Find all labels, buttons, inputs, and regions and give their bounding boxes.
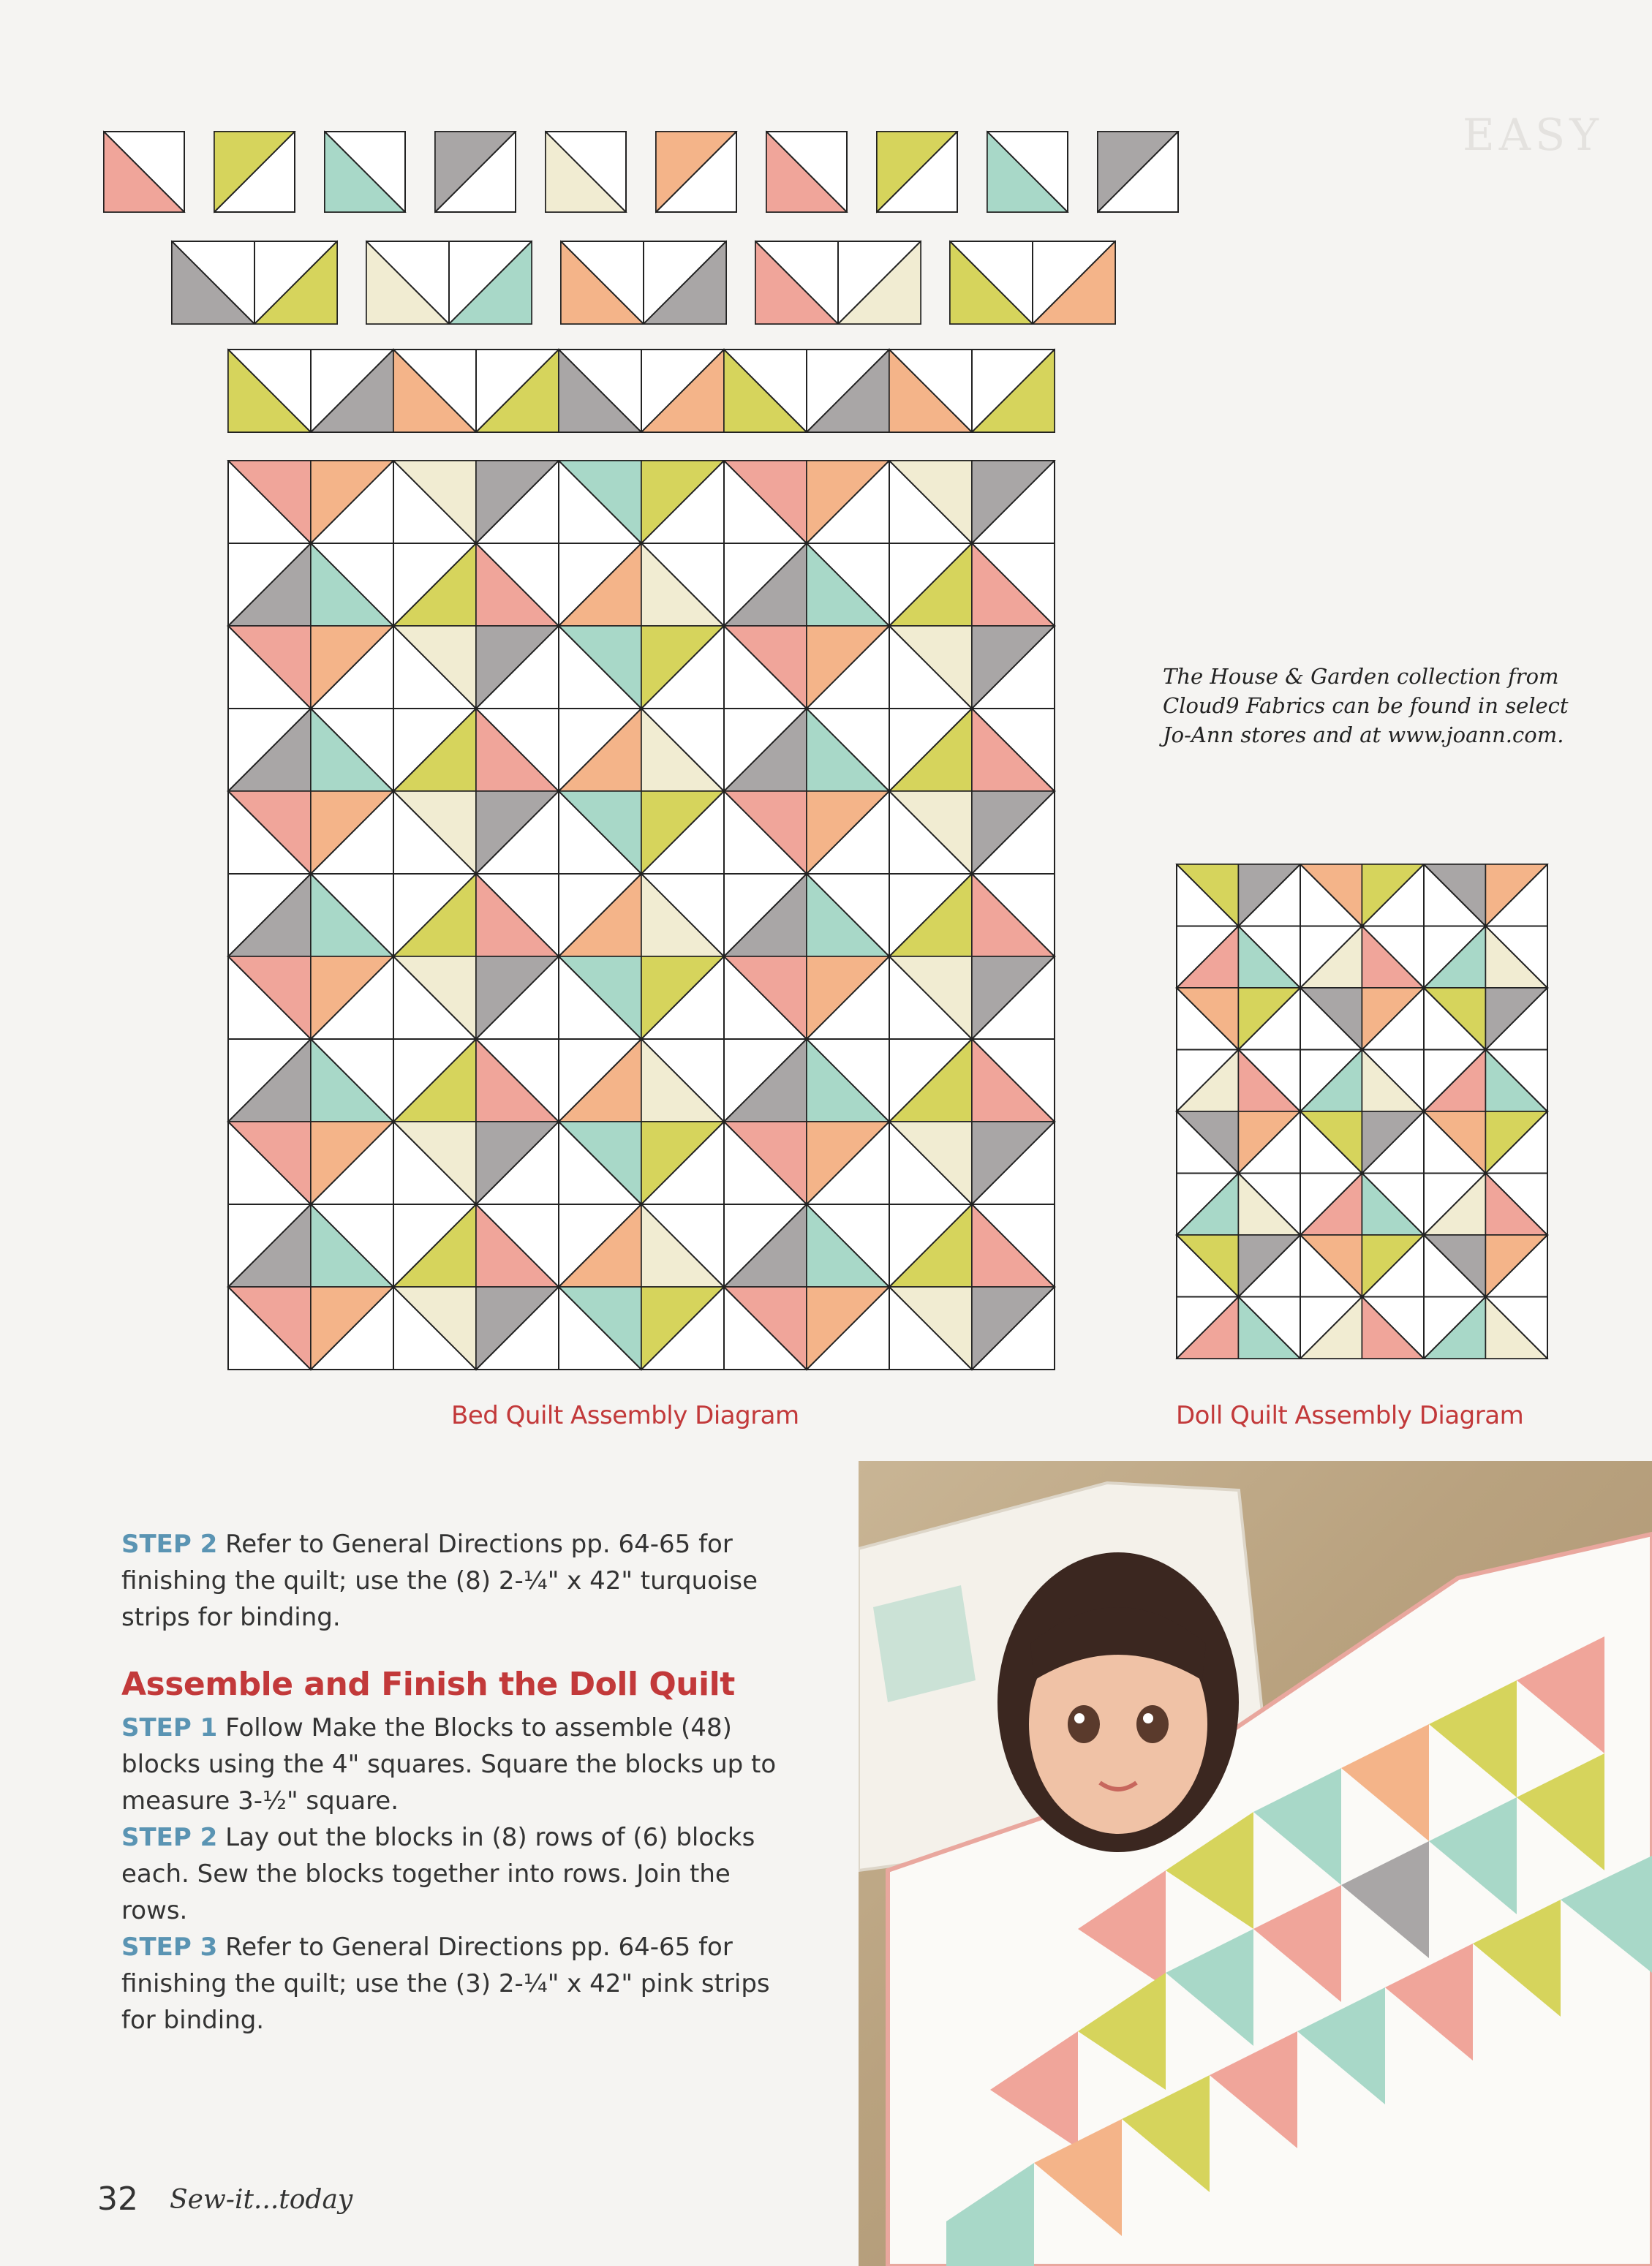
step-label: STEP 2 <box>121 1530 218 1559</box>
easy-ghost-label: EASY <box>1463 110 1603 161</box>
collection-note: The House & Garden collection from Cloud9 Fabrics can be found in select Jo-Ann stores and at www.joann.com. <box>1163 664 1569 747</box>
sample-block-pairs-row <box>170 240 1121 325</box>
sample-row-strip <box>227 348 1060 433</box>
doll-step-1 <box>121 1710 802 1819</box>
doll-step-2 <box>121 1819 802 1929</box>
bed-quilt-caption: Bed Quilt Assembly Diagram <box>451 1401 799 1430</box>
step-label: STEP 3 <box>121 1933 218 1962</box>
step-label: STEP 1 <box>121 1713 218 1742</box>
doll-section-heading: Assemble and Finish the Doll Quilt <box>121 1666 735 1703</box>
doll-quilt-assembly-diagram <box>1175 863 1550 1360</box>
step-text: Follow Make the Blocks to assemble (48) blocks using the 4" squares. Square the blocks up to measure 3-½" square. <box>121 1713 777 1816</box>
step-text: Lay out the blocks in (8) rows of (6) blocks each. Sew the blocks together into rows. Join the rows. <box>121 1823 755 1925</box>
doll-quilt-caption: Doll Quilt Assembly Diagram <box>1176 1401 1524 1430</box>
step-label: STEP 2 <box>121 1823 218 1852</box>
page-number: 32 <box>97 2180 138 2218</box>
sample-blocks-row <box>102 130 1185 215</box>
bed-step-2 <box>121 1526 780 1636</box>
bed-quilt-assembly-diagram <box>227 459 1060 1372</box>
magazine-name: Sew-it...today <box>170 2185 353 2215</box>
doll-steps <box>121 1710 802 2039</box>
doll-quilt-photo <box>859 1461 1652 2266</box>
step-text: Refer to General Directions pp. 64-65 for finishing the quilt; use the (3) 2-¼" x 42" pink strips for binding. <box>121 1933 770 2035</box>
doll-step-3 <box>121 1929 802 2039</box>
step-text: Refer to General Directions pp. 64-65 for finishing the quilt; use the (8) 2-¼" x 42" turquoise strips for binding. <box>121 1530 758 1632</box>
